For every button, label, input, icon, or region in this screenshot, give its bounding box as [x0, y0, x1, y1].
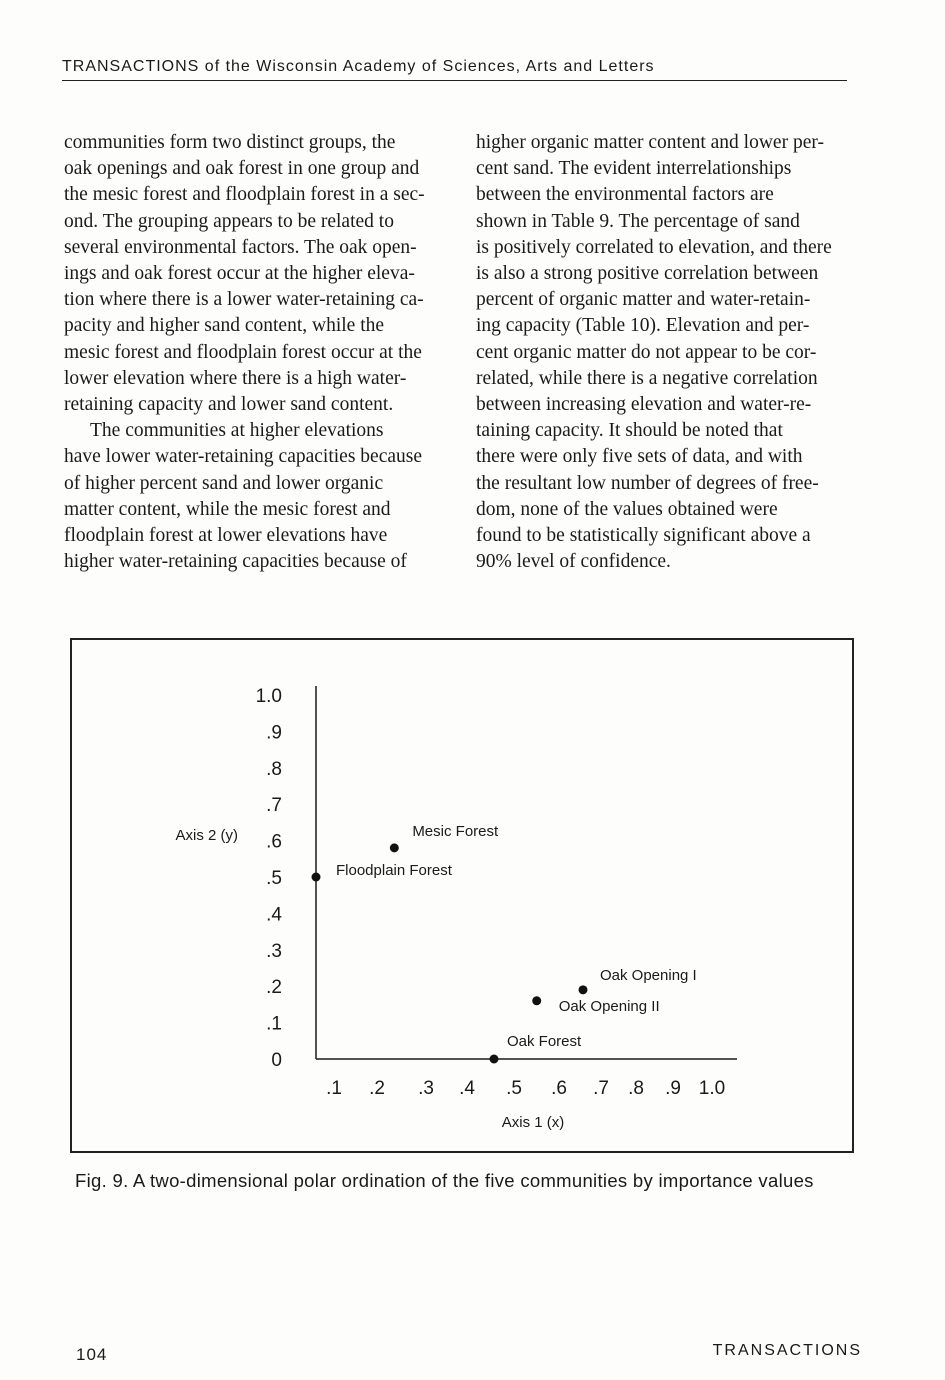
data-point	[532, 996, 541, 1005]
text-line: found to be statistically significant above a	[476, 525, 811, 547]
y-tick-label: .5	[266, 868, 282, 889]
y-tick-label: .7	[266, 795, 282, 817]
text-line: the resultant low number of degrees of free-	[476, 472, 819, 494]
text-line: floodplain forest at lower elevations have	[64, 525, 388, 547]
text-line: ing capacity (Table 10). Elevation and per-	[476, 315, 810, 337]
x-tick-label: .7	[593, 1078, 609, 1099]
text-line: pacity and higher sand content, while the	[64, 315, 385, 337]
y-tick-label: .1	[266, 1013, 282, 1035]
text-line: between increasing elevation and water-re-	[476, 394, 812, 416]
data-points	[312, 823, 697, 1064]
text-line: taining capacity. It should be noted that	[476, 420, 783, 442]
data-point-label: Oak Opening I	[600, 966, 697, 984]
figure-frame	[70, 638, 854, 1153]
figure-caption: Fig. 9. A two-dimensional polar ordination of the five communities by importance values	[75, 1170, 814, 1191]
x-tick-label: .1	[326, 1078, 342, 1099]
text-line: is also a strong positive correlation between	[476, 263, 819, 285]
text-line: between the environmental factors are	[476, 184, 774, 206]
text-line: tion where there is a lower water-retaining ca-	[64, 289, 424, 311]
y-tick-label: 0	[271, 1050, 282, 1071]
text-line: higher water-retaining capacities because of	[64, 551, 407, 573]
footer-journal-name: TRANSACTIONS	[712, 1342, 862, 1359]
x-tick-label: .2	[369, 1078, 385, 1099]
data-point	[312, 873, 321, 882]
right-column	[476, 130, 854, 575]
y-tick-label: 1.0	[255, 686, 282, 707]
data-point	[390, 843, 399, 852]
page-number: 104	[76, 1345, 108, 1364]
text-line: of higher percent sand and lower organic	[64, 472, 384, 494]
text-line: have lower water-retaining capacities because	[64, 446, 422, 468]
text-line: is positively correlated to elevation, and there	[476, 236, 832, 258]
text-line: lower elevation where there is a high water-	[64, 367, 407, 389]
left-column	[64, 130, 444, 575]
x-axis-title: Axis 1 (x)	[501, 1114, 565, 1131]
x-tick-labels	[326, 1078, 725, 1099]
y-tick-label: .6	[266, 831, 282, 853]
data-point	[579, 985, 588, 994]
text-line: higher organic matter content and lower per-	[476, 132, 824, 153]
data-point-label: Oak Forest	[507, 1033, 582, 1050]
x-tick-label: .6	[551, 1078, 567, 1099]
paragraph-3	[476, 130, 854, 575]
text-line: cent sand. The evident interrelationships	[476, 158, 792, 180]
x-tick-label: .3	[418, 1078, 434, 1099]
text-line: several environmental factors. The oak open-	[64, 236, 417, 258]
y-tick-label: .2	[266, 977, 282, 999]
text-line: The communities at higher elevations	[90, 420, 384, 442]
text-line: matter content, while the mesic forest and	[64, 498, 391, 520]
paragraph-2	[64, 418, 444, 575]
text-line: 90% level of confidence.	[476, 551, 671, 573]
text-line: ond. The grouping appears to be related to	[64, 210, 394, 232]
x-tick-label: .5	[506, 1078, 522, 1099]
text-line: communities form two distinct groups, the	[64, 132, 396, 153]
text-line: dom, none of the values obtained were	[476, 498, 778, 520]
x-tick-label: 1.0	[698, 1078, 726, 1099]
paragraph-1	[64, 130, 444, 418]
data-point-label: Floodplain Forest	[336, 862, 452, 879]
y-tick-label: .8	[266, 758, 282, 780]
text-line: ings and oak forest occur at the higher eleva-	[64, 263, 415, 285]
text-line: percent of organic matter and water-retain-	[476, 289, 811, 311]
y-tick-label: .3	[266, 940, 282, 962]
data-point	[490, 1055, 499, 1064]
text-line: oak openings and oak forest in one group and	[64, 158, 420, 180]
x-tick-label: .4	[459, 1078, 475, 1099]
text-line: retaining capacity and lower sand content.	[64, 394, 394, 416]
data-point-label: Oak Opening II	[558, 997, 660, 1015]
y-axis-title: Axis 2 (y)	[175, 827, 238, 844]
text-line: shown in Table 9. The percentage of sand	[476, 210, 800, 232]
y-tick-labels	[256, 686, 283, 1071]
text-line: cent organic matter do not appear to be cor-	[476, 341, 817, 363]
ordination-scatter-plot	[72, 640, 852, 1151]
text-line: the mesic forest and floodplain forest in a sec-	[64, 184, 425, 206]
text-line: there were only five sets of data, and with	[476, 446, 803, 468]
y-tick-label: .4	[266, 904, 282, 926]
y-tick-label: .9	[266, 722, 282, 744]
x-tick-label: .9	[665, 1078, 681, 1099]
text-line: related, while there is a negative correlation	[476, 367, 818, 389]
x-tick-label: .8	[628, 1078, 644, 1099]
running-head: TRANSACTIONS of the Wisconsin Academy of Sciences, Arts and Letters	[62, 58, 847, 81]
text-line: mesic forest and floodplain forest occur at the	[64, 341, 422, 363]
data-point-label: Mesic Forest	[412, 822, 499, 840]
